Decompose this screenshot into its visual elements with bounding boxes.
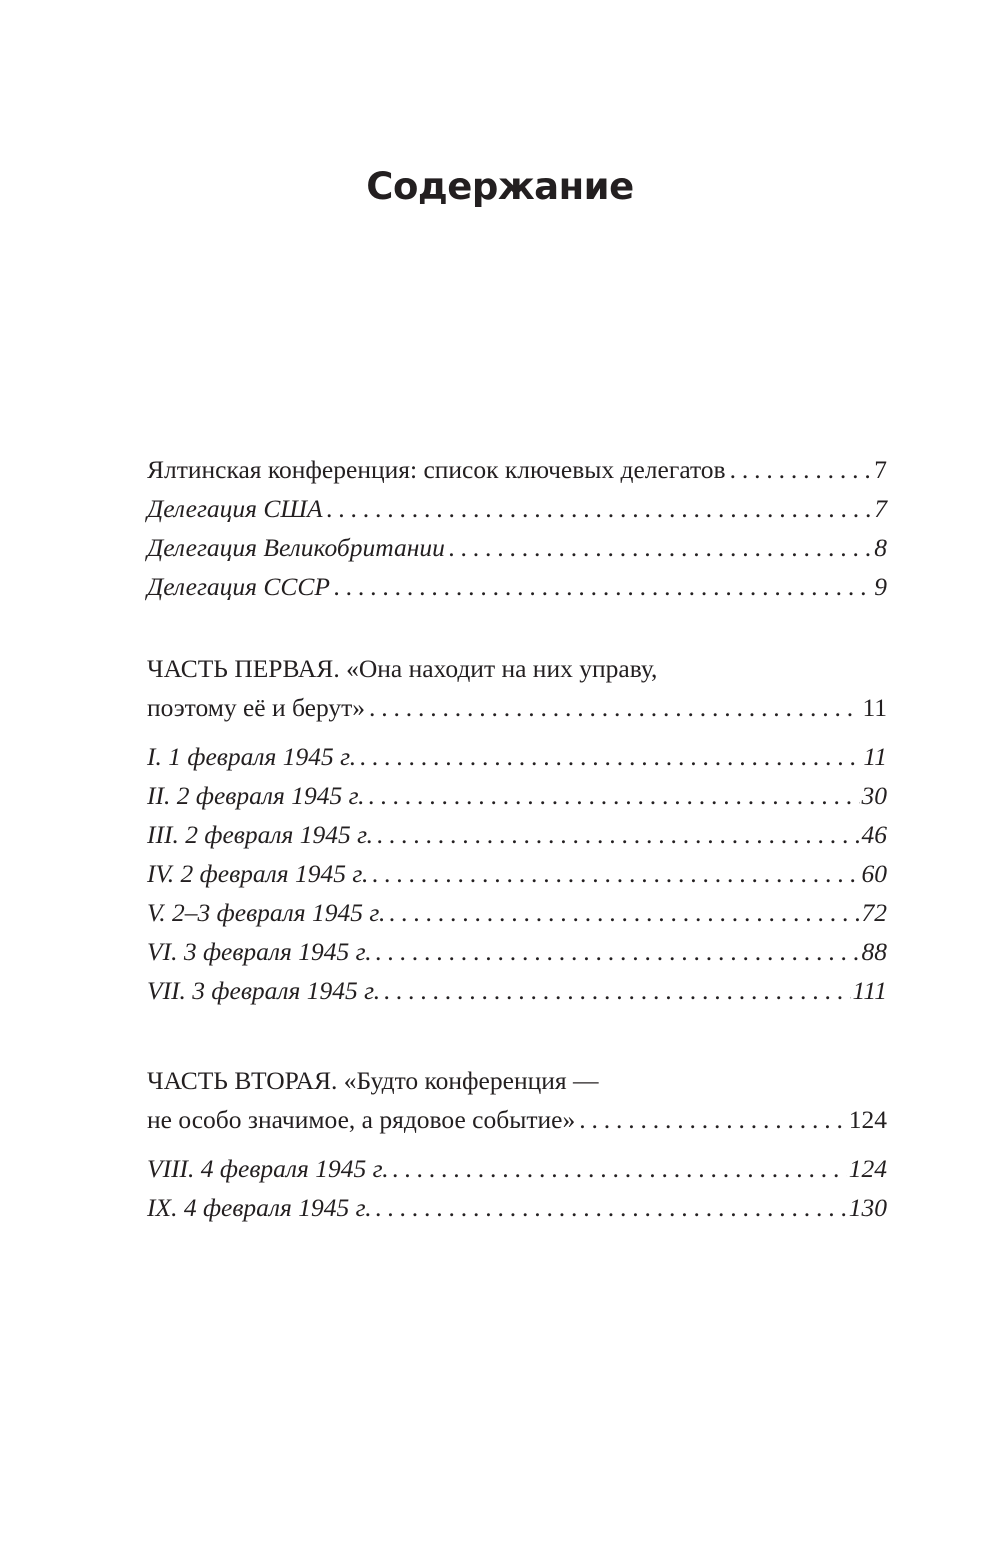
toc-entry-page: 46 — [861, 820, 887, 849]
toc-entry-label: VII. 3 февраля 1945 г. — [147, 976, 381, 1005]
toc-front-matter — [147, 450, 887, 606]
toc-entry-page: 8 — [874, 533, 887, 562]
toc-entry-label: II. 2 февраля 1945 г. — [147, 781, 365, 810]
dot-leader — [384, 971, 850, 1010]
toc-entry-chapter-3[interactable] — [147, 815, 887, 854]
toc-entry-ussr-delegation[interactable] — [147, 567, 887, 606]
toc-entry-page: 88 — [861, 937, 887, 966]
dot-leader — [360, 737, 861, 776]
dot-leader — [369, 776, 860, 815]
toc-entry-label: IX. 4 февраля 1945 г. — [147, 1193, 372, 1222]
page-title: Содержание — [366, 164, 634, 208]
dot-leader — [393, 1149, 847, 1188]
part-heading-line2: поэтому её и берут» — [147, 693, 366, 722]
dot-leader — [389, 893, 859, 932]
toc-entry-label: VIII. 4 февраля 1945 г. — [147, 1154, 389, 1183]
toc-entry-usa-delegation[interactable] — [147, 489, 887, 528]
part-heading-line2-row[interactable] — [147, 1100, 887, 1139]
toc-entry-label: VI. 3 февраля 1945 г. — [147, 937, 372, 966]
toc-entry-chapter-4[interactable] — [147, 854, 887, 893]
toc-entry-page: 124 — [848, 1105, 887, 1134]
toc-entry-key-delegates[interactable] — [147, 450, 887, 489]
dot-leader — [449, 528, 872, 567]
dot-leader — [377, 815, 859, 854]
toc-entry-page: 130 — [848, 1193, 887, 1222]
dot-leader — [334, 567, 872, 606]
toc-entry-chapter-9[interactable] — [147, 1188, 887, 1227]
toc-entry-page: 111 — [852, 976, 887, 1005]
dot-leader — [376, 932, 860, 971]
toc-entry-page: 7 — [874, 455, 887, 484]
toc-entry-page: 72 — [861, 898, 887, 927]
toc-entry-page: 30 — [861, 781, 887, 810]
toc-entry-label: Ялтинская конференция: список ключевых делегатов — [147, 455, 726, 484]
toc-entry-chapter-2[interactable] — [147, 776, 887, 815]
part-heading-line2: не особо значимое, а рядовое событие» — [147, 1105, 576, 1134]
toc-entry-uk-delegation[interactable] — [147, 528, 887, 567]
toc-part-two — [147, 1061, 887, 1227]
toc-entry-label: III. 2 февраля 1945 г. — [147, 820, 374, 849]
toc-entry-chapter-5[interactable] — [147, 893, 887, 932]
toc-part-one — [147, 649, 887, 1010]
toc-entry-label: I. 1 февраля 1945 г. — [147, 742, 357, 771]
toc-entry-chapter-7[interactable] — [147, 971, 887, 1010]
part-heading-line2-row[interactable] — [147, 688, 887, 727]
part-heading-line1[interactable]: ЧАСТЬ ПЕРВАЯ. «Она находит на них управу, — [147, 654, 658, 683]
toc-entry-label: V. 2–3 февраля 1945 г. — [147, 898, 386, 927]
dot-leader — [372, 854, 859, 893]
part-heading-line1[interactable]: ЧАСТЬ ВТОРАЯ. «Будто конференция — — [147, 1066, 599, 1095]
dot-leader — [579, 1100, 847, 1139]
toc-entry-page: 60 — [861, 859, 887, 888]
toc-entry-label: Делегация Великобритании — [147, 533, 445, 562]
toc-entry-page: 11 — [862, 693, 887, 722]
toc-entry-label: Делегация СССР — [147, 572, 331, 601]
toc-entry-chapter-6[interactable] — [147, 932, 887, 971]
toc-entry-page: 7 — [874, 494, 887, 523]
toc-entry-label: IV. 2 февраля 1945 г. — [147, 859, 369, 888]
toc-entry-chapter-8[interactable] — [147, 1149, 887, 1188]
dot-leader — [369, 688, 860, 727]
toc-entry-page: 124 — [848, 1154, 887, 1183]
toc-entry-label: Делегация США — [147, 494, 323, 523]
dot-leader — [730, 450, 873, 489]
toc-entry-chapter-1[interactable] — [147, 737, 887, 776]
toc-entry-page: 9 — [874, 572, 887, 601]
toc-entry-page: 11 — [863, 742, 887, 771]
dot-leader — [327, 489, 873, 528]
dot-leader — [376, 1188, 847, 1227]
